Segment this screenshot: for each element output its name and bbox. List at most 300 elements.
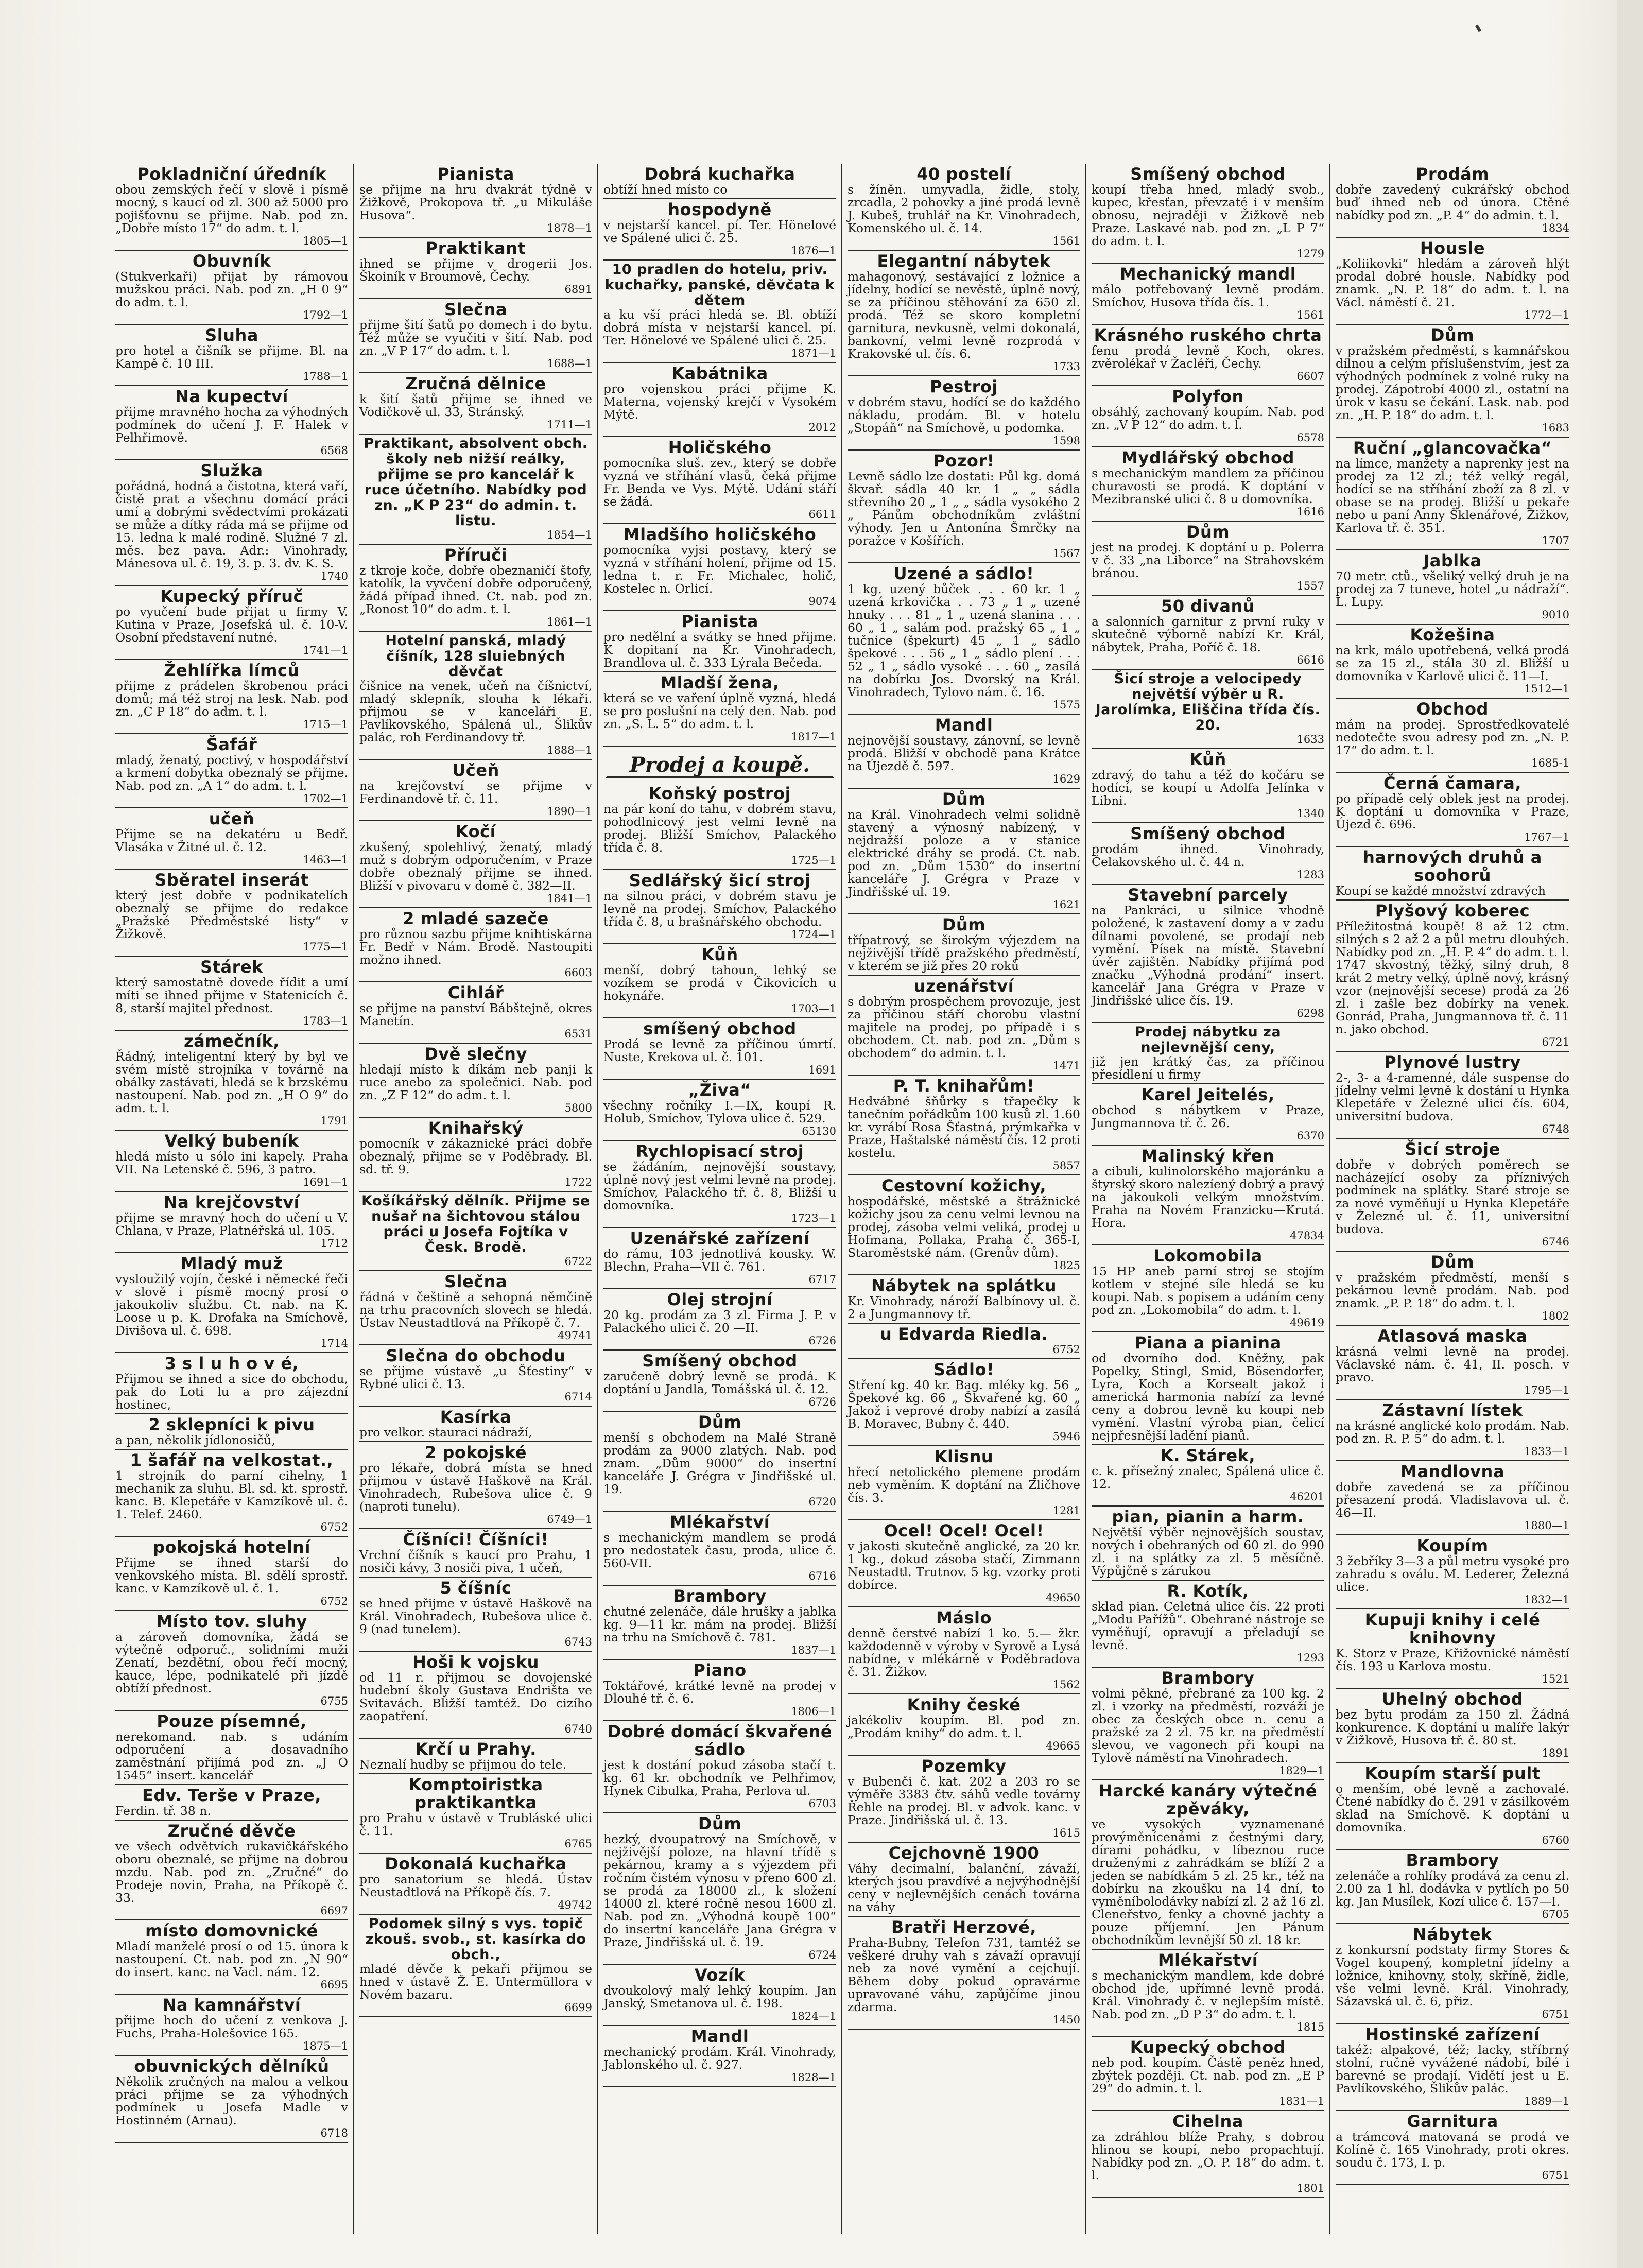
classified-ad — [359, 632, 592, 760]
ad-reference-number: 1712 — [320, 1237, 348, 1250]
ad-reference-number: 6603 — [564, 966, 592, 979]
ad-heading: Uzené a sádlo! — [893, 564, 1034, 583]
ad-heading: Sádlo! — [933, 1360, 995, 1379]
ad-reference-number: 65130 — [802, 1125, 836, 1137]
ad-reference-number: 1815 — [1296, 2021, 1324, 2033]
ad-reference-number: 6370 — [1296, 1130, 1324, 1142]
classified-ad — [1092, 1950, 1324, 2037]
ad-heading: Číšníci! Číšníci! — [403, 1530, 549, 1549]
classified-ad — [1092, 1332, 1324, 1445]
classified-ad — [359, 435, 592, 545]
ad-body: jest k dostání pokud zásoba stačí t. kg. 61 kr. obchodník ve Pelhřimov, Hynek Cibulka, Praha, Perlova ul. — [603, 1758, 836, 1798]
classified-ad — [115, 325, 348, 386]
ad-reference-number: 1279 — [1296, 248, 1324, 260]
classified-ad — [1092, 164, 1324, 264]
ad-body: 20 kg. prodám za 3 zl. Firma J. P. v Palackého ulici č. 20 —II. — [603, 1308, 836, 1335]
ad-reference-number: 1688—1 — [547, 357, 592, 370]
ad-heading: Sběratel inserát — [154, 870, 309, 890]
classified-ad — [115, 1920, 348, 1995]
ad-heading: Dobré domácí škvařené sádlo — [607, 1722, 833, 1759]
classified-ad — [1336, 1535, 1569, 1609]
classified-ad — [1092, 264, 1324, 325]
ad-body: přijme z prádelen škrobenou práci domů; má též stroj na lesk. Nab. pod zn. „C P 18“ do adm. t. l. — [115, 679, 348, 719]
ad-body: třípatrový, se širokým výjezdem na nejživější třídě pražského předměstí, v kterém se již přes 20 roků — [848, 933, 1080, 973]
ad-reference-number: 1616 — [1296, 506, 1324, 518]
ad-reference-number: 49619 — [1290, 1317, 1324, 1329]
classified-ad — [848, 1694, 1080, 1756]
ad-heading: P. T. knihařům! — [893, 1076, 1035, 1096]
classified-ad — [1092, 1581, 1324, 1668]
ad-reference-number: 1557 — [1296, 580, 1324, 592]
ad-heading: Brambory — [1406, 1850, 1499, 1870]
ad-body: 70 metr. ctů., všeliký velký druh je na prodej za 7 tuneve, hotel „u nádraží“. L. Lupy. — [1336, 569, 1569, 609]
ad-heading: Kabátnika — [671, 363, 768, 383]
ad-heading: Holičského — [668, 438, 772, 457]
classified-ad — [1336, 699, 1569, 773]
classified-ad — [848, 1446, 1080, 1520]
ad-heading: 2 sklepníci k pivu — [148, 1415, 315, 1434]
ad-body: v Bubenči č. kat. 202 a 203 ro se výměře 3383 čtv. sáhů vedle továrny Řehle na prodej. Bl. v advok. kanc. v Praze. Jindřišská ul. č. 13. — [848, 1774, 1080, 1827]
classified-ad — [848, 1359, 1080, 1446]
classified-ad — [115, 1131, 348, 1192]
ad-body: pomocník v zákaznické práci dobře obeznalý, přijme se v Poděbrady. Bl. sd. tř. 9. — [359, 1136, 592, 1176]
ad-reference-number: 1340 — [1296, 807, 1324, 820]
ad-reference-number: 6752 — [320, 1595, 348, 1607]
classified-ad — [359, 760, 592, 821]
ad-body: obtíží hned místo co — [603, 182, 728, 197]
classified-ad — [359, 1442, 592, 1529]
ad-heading: Plynové lustry — [1384, 1052, 1521, 1072]
classified-ad — [115, 386, 348, 460]
ad-heading: Mandlovna — [1400, 1462, 1504, 1481]
classified-ad — [603, 363, 836, 437]
classified-ad — [1336, 1326, 1569, 1400]
ad-reference-number: 5946 — [1052, 1430, 1080, 1443]
ad-reference-number: 6578 — [1296, 431, 1324, 444]
ad-heading: Dům — [1430, 1252, 1475, 1272]
ad-reference-number: 1825 — [1052, 1259, 1080, 1272]
ad-reference-number: 6746 — [1542, 1236, 1569, 1248]
ad-reference-number: 49742 — [558, 1899, 592, 1911]
ad-reference-number: 1791 — [320, 1115, 348, 1127]
ad-heading: Dům — [1430, 325, 1475, 345]
ad-body: se přijme vústavě „u Šťestiny“ v Rybné ulici č. 13. — [359, 1364, 592, 1391]
ad-reference-number: 6726 — [808, 1396, 836, 1408]
ad-heading: Šicí stroje a velocipedy největší výběr u R. Jarolímka, Eliščina třída čís. 20. — [1095, 671, 1321, 733]
ad-reference-number: 6752 — [320, 1521, 348, 1533]
ad-heading: Pozemky — [921, 1756, 1007, 1776]
ad-reference-number: 1775—1 — [303, 941, 348, 953]
classified-ad — [603, 1965, 836, 2026]
ad-heading: Nábytek na splátku — [871, 1276, 1057, 1295]
classified-ad — [1092, 1668, 1324, 1780]
ad-body: mladé děvče k pekaři přijmou se hned v ústavě Ž. E. Untermüllora v Novém bazaru. — [359, 1962, 592, 2002]
ad-body: a pan, několik jídlonosičů, — [115, 1433, 275, 1447]
classified-ad — [1092, 1146, 1324, 1245]
ad-heading: Příruči — [444, 545, 508, 565]
ad-body: hledá místo u sólo ini kapely. Praha VII. Na Letenské č. 596, 3 patro. — [115, 1149, 348, 1176]
ad-heading: Kožešina — [1410, 625, 1495, 645]
classified-ad — [1092, 749, 1324, 823]
ad-reference-number: 6718 — [320, 2127, 348, 2139]
ad-reference-number: 6722 — [564, 1255, 592, 1268]
ad-reference-number: 1888—1 — [547, 744, 592, 756]
ad-reference-number: 1772—1 — [1524, 309, 1569, 321]
classified-ad — [359, 1118, 592, 1192]
classified-ad — [603, 944, 836, 1018]
ad-body: mahagonový, sestávající z ložnice a jídelny, hodící se nevěstě, úplně nový, se za příčinou stěhování za 650 zl. prodá. Též se skoro kompletní garnitura, nevkusně, velmi dokonalá, bankovní, velmi levně rozprodá v Krakovské ul. čís. 6. — [848, 269, 1080, 361]
classified-ad — [115, 1711, 348, 1785]
classified-ad — [359, 1915, 592, 2017]
ad-heading: 50 divanů — [1161, 596, 1255, 616]
classified-ad — [848, 914, 1080, 976]
ad-heading: Olej strojní — [667, 1290, 773, 1309]
ad-reference-number: 1741—1 — [303, 644, 348, 656]
classified-ad — [603, 1412, 836, 1512]
ad-body: s mechanickým mandlem se prodá pro nedostatek času, proda, ulice č. 560-VII. — [603, 1530, 836, 1570]
ad-body: na Král. Vinohradech velmi solidně stavený a výnosný nabízený, v nejdražší poloze a v stanice elektrické dráhy se prodá. Ct. nab. pod zn. „Dům 1530“ do insertní kanceláře J. Grégra v Praze v Jindřišské ul. 19. — [848, 807, 1080, 899]
ad-reference-number: 6726 — [808, 1335, 836, 1347]
ad-heading: místo domovnické — [145, 1921, 318, 1941]
classified-ad — [359, 908, 592, 982]
ad-body: který samostatně dovede řídit a umí míti se ihned přijme v Statenicích č. 8, starší majitel přednost. — [115, 975, 348, 1015]
classified-ad — [848, 451, 1080, 563]
ad-heading: 5 číšníc — [440, 1578, 512, 1598]
ad-heading: Pianista — [437, 164, 514, 184]
ad-body: o menším, obé levně a zachovalé. Čtené nabídky do č. 291 v zásilkovém sklad na Smíchově. K doptání u domovníka. — [1336, 1781, 1569, 1834]
ad-body: Ferdin. tř. 38 n. — [115, 1804, 211, 1818]
ad-body: nejnovější soustavy, zánovní, se levně prodá. Bližší v obchodě pana Krátce na Újezdě č. 597. — [848, 733, 1080, 773]
ad-reference-number: 6699 — [564, 2001, 592, 2014]
classified-ad — [115, 2056, 348, 2143]
ad-body: již jen krátký čas, za příčinou přesídlení u firmy — [1092, 1054, 1324, 1082]
ad-body: vysloužilý vojín, české i německé řeči v slově i písmě mocný prosí o jakoukoliv službu. Ct. nab. na K. Loose u p. K. Drofaka na Smíchově, Divišova ul. č. 698. — [115, 1272, 348, 1338]
ad-reference-number: 46201 — [1290, 1491, 1324, 1503]
ad-body: Řádný, inteligentní který by byl ve svém místě strojníka v továrně na obálky zastávati, hledá se k brzskému nastoupení. Nab. pod zn. „H O 9“ do adm. t. l. — [115, 1049, 348, 1115]
ad-heading: Atlasová maska — [1377, 1326, 1528, 1346]
ad-body: přijme mravného hocha za výhodných podmínek do učení J. F. Halek v Pelhřimově. — [115, 405, 348, 445]
classified-ad — [359, 1578, 592, 1652]
ad-body: chutné zelenáče, dále hrušky a jablka kg. 9—11 kr. mám na prodej. Bližší na trhu na Smíchově č. 781. — [603, 1604, 836, 1644]
ad-heading: Kočí — [455, 822, 496, 841]
ad-reference-number: 1711—1 — [547, 419, 592, 431]
ad-body: na krásné anglické kolo prodám. Nab. pod zn. R. P. 5“ do adm. t. l. — [1336, 1418, 1569, 1446]
classified-ad — [359, 1529, 592, 1578]
ad-reference-number: 1561 — [1052, 235, 1080, 247]
ad-heading: Jablka — [1423, 551, 1482, 570]
ad-reference-number: 6298 — [1296, 1007, 1324, 1019]
classified-ad — [359, 1271, 592, 1345]
ad-body: od 11 r. přijmou se dovojenské hudební školy Gustava Endrišta ve Svitavách. Bližší tamtéž. Do cizího zaopatření. — [359, 1670, 592, 1723]
classified-ad — [848, 1917, 1080, 2030]
classified-ad — [603, 261, 836, 363]
ad-reference-number: 1854—1 — [547, 529, 592, 541]
ad-body: sklad pian. Celetná ulice čís. 22 proti „Modu Pařížů“. Obehrané nástroje se vyměňují, opravují a přeladují se levně. — [1092, 1599, 1324, 1652]
ad-body: fenu prodá levně Koch, okres. zvěrolékař v Žacléři, Čechy. — [1092, 343, 1324, 371]
ad-body: menší s obchodem na Malé Straně prodám za 9000 zlatých. Nab. pod znam. „Dům 9000“ do insertní kanceláře J. Grégra v Jindřišské ul. 19. — [603, 1430, 836, 1496]
ad-reference-number: 6752 — [1052, 1343, 1080, 1356]
ad-body: přijme šití šatů po domech i do bytu. Též může se vyučiti v šití. Nab. pod zn. „V P 17“ do adm. t. l. — [359, 318, 592, 358]
ad-body: zelenáče a rohlíky prodává za cenu zl. 2.00 za 1 hl. dodávka v pytlích po 50 kg. Jan Musílek, Kozí ulice č. 157—I. — [1336, 1868, 1569, 1909]
classified-ad — [603, 1660, 836, 1721]
ad-heading: Kupuji knihy i celé knihovny — [1364, 1610, 1541, 1648]
ad-body: jakékoliv koupím. Bl. pod zn. „Prodám knihy“ do adm. t. l. — [848, 1713, 1080, 1740]
classified-ad — [848, 563, 1080, 715]
ad-reference-number: 1463—1 — [303, 854, 348, 866]
ad-reference-number: 6740 — [564, 1723, 592, 1735]
ad-heading: Ocel! Ocel! Ocel! — [884, 1521, 1044, 1540]
ad-body: od dvorního dod. Kněžny, pak Popelky, Stingl, Smid, Bösendorfer, Lyra, Koch a Korsealt jakož i americká harmonia nabízí za levné ceny a dobrou levně ku koupi neb vymění. Vlastní výroba pian, čelicí nejpřesnější ladění pianů. — [1092, 1351, 1324, 1443]
ad-heading: obuvnických dělníků — [134, 2056, 330, 2076]
ad-heading: Sedlářský šicí stroj — [629, 871, 811, 890]
ad-heading: Zručné děvče — [167, 1821, 296, 1841]
ad-reference-number: 49665 — [1046, 1740, 1080, 1752]
ad-reference-number: 1767—1 — [1524, 831, 1569, 843]
ad-reference-number: 1450 — [1052, 2014, 1080, 2026]
ad-heading: Housle — [1420, 238, 1485, 258]
ad-body: mladý, ženatý, poctivý, v hospodářství a krmení dobytka obeznalý se přijme. Nab. pod zn. „A 1“ do adm. t. l. — [115, 753, 348, 793]
classified-ad — [115, 1611, 348, 1711]
classified-ad — [1092, 596, 1324, 670]
ad-heading: Knihy české — [907, 1695, 1021, 1715]
ad-body: Mladí manželé prosí o od 15. února k nastoupení. Ct. nab. pod zn. „N 90“ do insert. kanc. na Vacl. nám. 12. — [115, 1939, 348, 1979]
ad-reference-number: 1871—1 — [791, 347, 836, 359]
ad-body: na krk, málo upotřebená, velká prodá se za 15 zl., stála 30 zl. Bližší u domovníka v Karlově ulici č. 11—I. — [1336, 643, 1569, 683]
ad-reference-number: 1293 — [1296, 1652, 1324, 1664]
ad-heading: Krčí u Prahy. — [415, 1739, 537, 1759]
ad-heading: Piano — [693, 1660, 747, 1680]
ad-reference-number: 6760 — [1542, 1834, 1569, 1846]
classified-ad — [115, 1785, 348, 1821]
classified-ad — [359, 373, 592, 435]
ad-heading: Pozor! — [933, 451, 995, 471]
ad-reference-number: 1817—1 — [791, 731, 836, 743]
ad-heading: Slečna — [444, 1272, 508, 1291]
ad-body: do rámu, 103 jednotlivá kousky. W. Blechn, Praha—VII č. 761. — [603, 1246, 836, 1274]
ad-heading: Hotelní panská, mladý číšník, 128 sluiebných děvčat — [385, 633, 566, 680]
ad-reference-number: 5857 — [1052, 1159, 1080, 1172]
ad-heading: Brambory — [1161, 1668, 1255, 1688]
ad-reference-number: 1880—1 — [1524, 1519, 1569, 1532]
classified-ad — [848, 976, 1080, 1076]
ad-heading: Komptoiristka praktikantka — [408, 1775, 543, 1812]
classified-ad — [848, 1175, 1080, 1275]
ad-body: s žíněn. umyvadla, židle, stoly, zrcadla, 2 pohovky a jiné prodá levně J. Kubeš, truhlář na Kr. Vinohradech, Komenského ul. č. 14. — [848, 182, 1080, 235]
ad-reference-number: 1834 — [1542, 222, 1569, 234]
column-1 — [110, 164, 354, 2234]
classified-ad — [115, 870, 348, 957]
classified-ad — [1336, 773, 1569, 847]
ad-heading: 10 pradlen do hotelu, priv. kuchařky, panské, děvčata k dětem — [604, 262, 835, 308]
classified-ad — [603, 1080, 836, 1141]
ad-body: na krejčovství se přijme v Ferdinandově tř. č. 11. — [359, 778, 592, 806]
ad-reference-number: 6720 — [808, 1496, 836, 1508]
ad-heading: Cestovní kožichy, — [881, 1176, 1047, 1196]
ad-reference-number: 1707 — [1542, 534, 1569, 547]
classified-ad — [848, 715, 1080, 789]
column-4 — [842, 164, 1086, 2234]
ad-heading: hospodyně — [668, 200, 772, 219]
page-edge — [1617, 0, 1643, 2268]
ad-heading: Uhelný obchod — [1381, 1689, 1524, 1709]
classified-ad — [1092, 823, 1324, 885]
ad-heading: Cihlář — [447, 983, 504, 1002]
ad-heading: Stárek — [200, 957, 263, 977]
ad-body: a cibuli, kulinolorského majoránku a štyrský skoro nalezíený dobrý a pravý na jakoukoli velkým množstvím. Praha na Novém Franzicku—Krutá. Hora. — [1092, 1164, 1324, 1230]
classified-ad — [1092, 670, 1324, 749]
ad-heading: Vozík — [694, 1965, 746, 1985]
classified-ad — [848, 164, 1080, 251]
ad-reference-number: 6724 — [808, 1949, 836, 1961]
ad-reference-number: 1875—1 — [303, 2040, 348, 2052]
ad-heading: Harcké kanáry výtečné zpěváky, — [1098, 1781, 1318, 1819]
ad-reference-number: 1722 — [564, 1176, 592, 1188]
ad-heading: Piana a pianina — [1134, 1333, 1282, 1353]
ad-heading: Obuvník — [192, 251, 271, 271]
ad-reference-number: 6755 — [320, 1695, 348, 1707]
classified-ad — [115, 251, 348, 325]
ad-reference-number: 1683 — [1542, 422, 1569, 434]
ad-reference-number: 1724—1 — [791, 928, 836, 941]
ad-body: Praha-Bubny, Telefon 731, tamtéž se veškeré druhy vah s závaží opravují neb za nové vymění a cejchují. Během doby pokud opravárme upravované váhu, zapůjčíme jinou zdarma. — [848, 1935, 1080, 2014]
ad-body: s mechanickým mandlem za příčinou churavosti se prodá. K doptání v Mezibranské ulici č. 8 u domovníka. — [1092, 466, 1324, 506]
ad-reference-number: 1878—1 — [547, 222, 592, 234]
classified-ad — [603, 524, 836, 611]
ad-body: která se ve vaření úplně vyzná, hledá se pro poslušní na celý den. Nab. pod zn. „S. L. 5“ do adm. t. l. — [603, 691, 836, 731]
ad-reference-number: 1876—1 — [791, 245, 836, 257]
classified-ad — [1336, 1609, 1569, 1689]
ad-heading: Slečna — [444, 300, 508, 319]
ad-body: menší, dobrý tahoun, lehký se vozíkem se prodá v Čikovicích u hokynáře. — [603, 963, 836, 1003]
classified-ad — [115, 1192, 348, 1253]
ad-body: Přijme se na dekatéru u Bedř. Vlasáka v Žitné ul. č. 12. — [115, 827, 348, 854]
ad-heading: Hoši k vojsku — [412, 1652, 539, 1672]
ad-body: v nejstarší kancel. pí. Ter. Hönelové ve Spálené ulici č. 25. — [603, 218, 836, 245]
ad-heading: R. Kotík, — [1167, 1581, 1249, 1601]
ad-heading: Smíšený obchod — [642, 1351, 798, 1371]
ad-heading: Pestroj — [930, 377, 998, 396]
classified-ad — [359, 1192, 592, 1271]
ad-heading: smíšený obchod — [643, 1019, 797, 1038]
ad-heading: Pouze písemné, — [157, 1711, 307, 1731]
ad-heading: „Živa“ — [688, 1080, 751, 1100]
classified-ad — [1336, 625, 1569, 699]
classified-ad — [115, 660, 348, 734]
ad-body: krásná velmi levně na prodej. Václavské nám. č. 41, II. posch. v pravo. — [1336, 1344, 1569, 1384]
ad-body: 1 kg. uzený bůček . . . 60 kr. 1 „ uzená krkovička . . 73 „ 1 „ uzené hnuky . . . 81 „ 1 „ uzená slanina . . . 60 „ 1 „ salám pod. pražský 65 „ 1 „ tučnice (špekurt) 45 „ 1 „ sádlo špekové . . . 56 „ 1 „ sádlo plení . . . 52 „ 1 „ sádlo vysoké . . . 60 „ zasílá na dobírku Jos. Dvorský na Král. Vinohradech, Tylovo nám. č. 16. — [848, 582, 1080, 699]
ad-heading: Mladý muž — [180, 1254, 283, 1273]
ad-heading: Smíšený obchod — [1130, 824, 1286, 843]
ad-reference-number: 6751 — [1542, 2008, 1569, 2020]
ad-heading: Nábytek — [1413, 1925, 1492, 1944]
ad-body: Stření kg. 40 kr. Bag. mléky kg. 56 „ Špekové kg. 66 „ Škvařené kg. 60 „ Jakož i veprové droby nabízí a zasílá B. Moravec, Bubny č. 440. — [848, 1378, 1080, 1431]
ad-body: koupí třeba hned, mladý svob., kupec, křesťan, převzaté i v menším obnosu, nejraději v Žižkově neb Praze. Laskavé nab. pod zn. „L P 7“ do adm. t. l. — [1092, 182, 1324, 248]
classified-ad — [1092, 1780, 1324, 1950]
ad-body: z konkursní podstaty firmy Stores & Vogel koupený, kompletní jídelny a ložnice, knihovny, stoly, skříně, židle, vše velmi levně. Král. Vinohrady, Sázavská ul. č. 6, přiz. — [1336, 1943, 1569, 2009]
ad-body: Přijmou se ihned a sice do obchodu, pak do Loti lu a pro zájezdní hostinec, — [115, 1372, 348, 1412]
ad-body: pro různou sazbu přijme knihtiskárna Fr. Bedř v Nám. Brodě. Nastoupiti možno ihned. — [359, 927, 592, 967]
ad-reference-number: 1788—1 — [303, 370, 348, 383]
ad-heading: Edv. Terše v Praze, — [142, 1786, 322, 1805]
ad-heading: Dokonalá kuchařka — [385, 1854, 567, 1874]
ad-body: přijme se mravný hoch do učení u V. Chlana, v Praze, Platnéřská ul. 105. — [115, 1210, 348, 1238]
ad-heading: Ruční „glancovačka“ — [1353, 438, 1552, 458]
ad-reference-number: 1512—1 — [1524, 683, 1569, 695]
ad-body: neb pod. koupím. Částě peněz hned, zbýtek později. Ct. nab. pod zn. „E P 29“ do admin. t. l. — [1092, 2055, 1324, 2096]
ad-heading: 2 pokojské — [425, 1443, 527, 1462]
ad-body: z tkroje koče, dobře obeznaničí štofy, katolík, la vyvčení dobře odporučený, žádá případ ihned. Ct. nab. pod zn. „Ronost 10“ do adm. t. l. — [359, 563, 592, 616]
ad-reference-number: 6721 — [1542, 1036, 1569, 1048]
classified-ad — [1092, 1445, 1324, 1507]
ad-body: který jest dobře v podnikatelích obeznalý se přijme do redakce „Pražské Předměstské listy“ v Žižkově. — [115, 888, 348, 941]
ad-body: denně čerstvé nabízí 1 ko. 5.— žkr. každodenně v výroby v Syrově a Lysá nabídne, v mlékárně v Poděbradova č. 31. Žižkov. — [848, 1626, 1080, 1679]
ad-reference-number: 1598 — [1052, 435, 1080, 447]
classified-ad — [848, 1324, 1080, 1359]
ad-heading: Plyšový koberec — [1375, 901, 1530, 921]
classified-ad — [1336, 164, 1569, 238]
ad-heading: Sluha — [205, 325, 258, 345]
ad-heading: u Edvarda Riedla. — [880, 1324, 1048, 1344]
ad-reference-number: 6765 — [564, 1838, 592, 1850]
ad-reference-number: 6716 — [808, 1570, 836, 1582]
ad-heading: Pianista — [681, 612, 758, 631]
ad-heading: Cihelna — [1172, 2111, 1243, 2131]
ad-reference-number: 6749—1 — [547, 1513, 592, 1526]
classified-ad — [359, 1407, 592, 1442]
ad-heading: Koupím starší pult — [1364, 1763, 1541, 1783]
classified-ad — [848, 1520, 1080, 1607]
classified-ad — [1336, 438, 1569, 550]
classified-ad — [848, 1076, 1080, 1175]
classified-ad — [1092, 325, 1324, 386]
ad-heading: učeň — [209, 809, 255, 828]
ad-body: 15 HP aneb parní stroj se stojím kotlem v stejné síle hledá se ku koupi. Nab. s popisem a udáním ceny pod zn. „Lokomobila“ do adm. t. l. — [1092, 1264, 1324, 1317]
classified-ad — [603, 1228, 836, 1289]
ad-heading: Lokomobila — [1153, 1246, 1262, 1266]
ad-body: v pražském předměstí, s kamnářskou dílnou a celým příslušenstvím, jest za výhodných podmínek z volné ruky na prodej. Zápotrobí 4000 zl., ostatní na úrok v kasu se čekání. Lask. nab. pod zn. „H. P. 18“ do adm. t. l. — [1336, 343, 1569, 422]
ad-reference-number: 1703—1 — [791, 1002, 836, 1015]
classified-ad — [1336, 901, 1569, 1052]
ad-reference-number: 1795—1 — [1524, 1384, 1569, 1396]
classified-ad — [603, 1586, 836, 1660]
column-2 — [354, 164, 598, 2234]
ad-heading: Praktikant — [425, 238, 526, 258]
classified-ad — [603, 783, 836, 870]
section-title: Prodej a koupě. — [606, 752, 834, 778]
ad-heading: Žehlířka límců — [164, 661, 300, 680]
ad-heading: Koňský postroj — [648, 784, 791, 803]
classified-ad — [603, 870, 836, 944]
ad-heading: Polyfon — [1172, 387, 1244, 406]
ad-body: dobře zavedený cukrářský obchod buď ihned neb od února. Ctěné nabídky pod zn. „P. 4“ do admin. t. l. — [1336, 182, 1569, 222]
ad-heading: Uzenářské zařízení — [630, 1228, 810, 1248]
column-5 — [1086, 164, 1330, 2234]
ad-heading: 3 s l u h o v é, — [164, 1354, 299, 1373]
ad-reference-number: 1891 — [1542, 1747, 1569, 1759]
ad-heading: 2 mladé sazeče — [403, 909, 549, 928]
ad-reference-number: 6568 — [320, 444, 348, 457]
classified-ad — [115, 957, 348, 1031]
ad-reference-number: 1702—1 — [303, 792, 348, 805]
classified-ad — [1336, 1850, 1569, 1924]
ad-heading: K. Stárek, — [1161, 1446, 1255, 1465]
ad-body: se přijme na panství Bábštejně, okres Manetín. — [359, 1001, 592, 1028]
ad-reference-number: 1562 — [1052, 1678, 1080, 1691]
ad-reference-number: 6531 — [564, 1028, 592, 1040]
ad-body: pro vojenskou práci přijme K. Materna, vojenský krejčí v Vysokém Mýtě. — [603, 382, 836, 422]
ad-reference-number: 47834 — [1290, 1230, 1324, 1242]
ad-reference-number: 6705 — [1542, 1908, 1569, 1920]
